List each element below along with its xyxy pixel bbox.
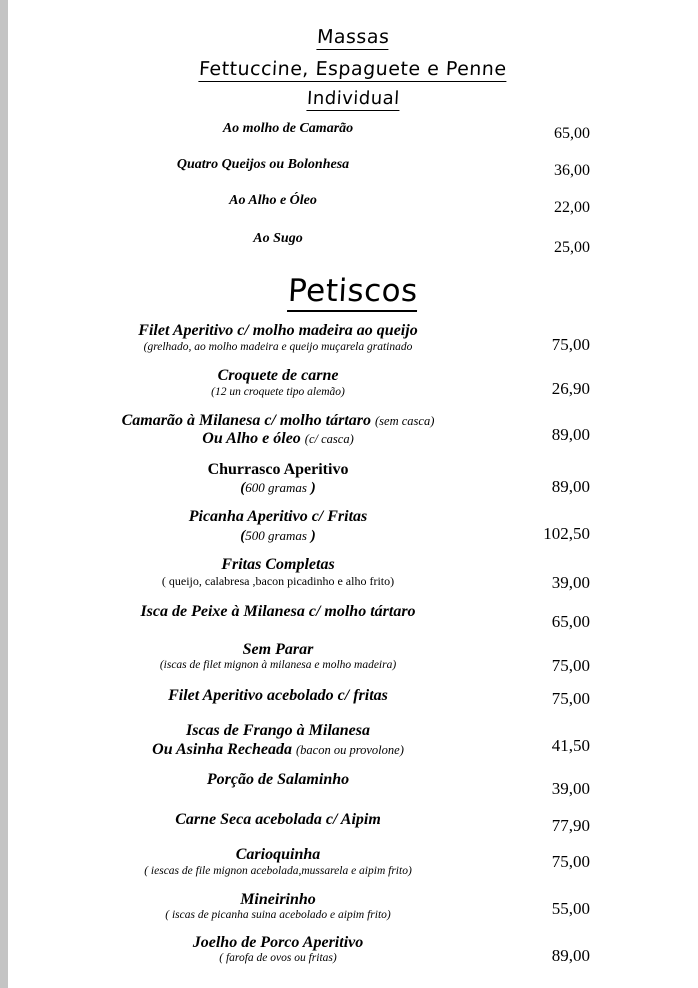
menu-item-name: Croquete de carne	[217, 367, 339, 385]
menu-item-price: 41,50	[551, 736, 590, 756]
menu-item-name	[8, 412, 548, 431]
menu-item-name-alt-note: (bacon ou provolone)	[296, 742, 404, 757]
menu-item-name: Carne Seca acebolada c/ Aipim	[175, 811, 381, 829]
section-heading-massas-text: Massas	[316, 26, 390, 48]
menu-item-price: 39,00	[551, 572, 590, 592]
menu-item-name: Fritas Completas	[221, 555, 335, 573]
menu-item-name: Ao Sugo	[253, 231, 303, 246]
menu-item-row	[8, 687, 698, 709]
massas-item-list	[8, 121, 698, 256]
menu-item-row	[8, 602, 698, 631]
menu-item-name: Joelho de Porco Aperitivo	[192, 933, 364, 951]
menu-item-row	[8, 121, 698, 143]
menu-item-description: ( farofa de ovos ou fritas)	[219, 952, 337, 965]
petiscos-item-list	[8, 322, 698, 966]
menu-item-price: 89,00	[551, 476, 590, 496]
menu-item-name-alt-main: Ou Alho e óleo	[202, 430, 301, 448]
menu-item-name-alt	[8, 741, 548, 760]
menu-item-name: Picanha Aperitivo c/ Fritas	[188, 508, 368, 526]
menu-item-name: Quatro Queijos ou Bolonhesa	[176, 157, 350, 172]
menu-item-price: 22,00	[554, 199, 590, 216]
menu-item-price: 55,00	[551, 898, 590, 918]
menu-item-description-text: 600 gramas	[245, 480, 307, 496]
menu-item-description-open-paren: (	[240, 527, 246, 544]
menu-item-name-alt-note: (c/ casca)	[304, 432, 354, 447]
menu-item-price: 75,00	[551, 655, 590, 675]
menu-item-description-close-paren: )	[307, 527, 316, 544]
menu-item-row	[8, 193, 698, 215]
menu-item-row	[8, 412, 698, 449]
section-subheading-massas-portion	[8, 88, 698, 111]
section-heading-petiscos	[8, 273, 698, 312]
menu-item-price: 75,00	[551, 852, 590, 872]
menu-item-description-close-paren: )	[307, 480, 316, 497]
menu-item-price: 89,00	[551, 945, 590, 965]
menu-item-description: (12 un croquete tipo alemão)	[211, 385, 345, 398]
menu-item-description-open-paren: (	[240, 480, 246, 497]
menu-item-price: 26,90	[551, 379, 590, 399]
menu-item-description: (iscas de filet mignon à milanesa e molho madeira)	[159, 659, 397, 672]
menu-item-row	[8, 322, 698, 354]
menu-item-row	[8, 231, 698, 256]
menu-item-name: Ao Alho e Óleo	[229, 193, 317, 208]
scan-edge-band	[0, 0, 8, 988]
menu-item-name: Filet Aperitivo c/ molho madeira ao queijo	[138, 322, 418, 339]
menu-item-name: Sem Parar	[242, 640, 314, 658]
menu-item-description-text: 500 gramas	[245, 527, 307, 543]
menu-item-row	[8, 641, 698, 673]
section-heading-petiscos-text: Petiscos	[287, 273, 419, 312]
menu-item-description	[8, 527, 548, 545]
section-subheading-massas-portion-text: Individual	[306, 88, 400, 109]
menu-item-price: 89,00	[551, 424, 590, 444]
menu-item-row	[8, 555, 698, 592]
menu-item-row	[8, 891, 698, 923]
menu-item-price: 39,00	[551, 779, 590, 799]
menu-item-name-note: (sem casca)	[375, 413, 435, 428]
menu-item-name-alt	[8, 430, 548, 449]
menu-item-description: ( iescas de file mignon acebolada,mussarela e aipim frito)	[144, 864, 412, 877]
menu-item-row	[8, 461, 698, 498]
menu-item-price: 77,90	[551, 816, 590, 836]
menu-item-row	[8, 811, 698, 836]
menu-item-name: Iscas de Frango à Milanesa	[185, 722, 371, 740]
menu-item-description: (grelhado, ao molho madeira e queijo muçarela gratinado	[143, 340, 413, 353]
menu-item-description: ( queijo, calabresa ,bacon picadinho e alho frito)	[161, 574, 395, 589]
menu-item-name: Ao molho de Camarão	[222, 121, 354, 136]
section-heading-massas	[8, 26, 698, 50]
section-subheading-massas-types	[8, 58, 698, 82]
menu-item-name: Mineirinho	[240, 890, 316, 908]
menu-item-price: 65,00	[551, 611, 590, 631]
menu-item-price: 102,50	[543, 524, 590, 544]
menu-item-name: Carioquinha	[235, 846, 321, 864]
section-subheading-massas-types-text: Fettuccine, Espaguete e Penne	[198, 58, 508, 80]
menu-item-price: 36,00	[554, 162, 590, 179]
menu-item-description	[8, 479, 548, 497]
menu-item-price: 25,00	[554, 239, 590, 256]
menu-item-name-alt-main: Ou Asinha Recheada	[152, 740, 293, 758]
menu-item-row	[8, 722, 698, 759]
menu-item-row	[8, 846, 698, 878]
menu-item-name: Isca de Peixe à Milanesa c/ molho tártaro	[140, 602, 416, 620]
menu-item-name: Churrasco Aperitivo	[207, 460, 349, 478]
menu-item-row	[8, 157, 698, 179]
menu-item-name: Filet Aperitivo acebolado c/ fritas	[168, 687, 388, 705]
menu-item-price: 65,00	[554, 125, 590, 142]
menu-item-row	[8, 508, 698, 545]
menu-item-description: ( iscas de picanha suina acebolado e aipim frito)	[165, 909, 391, 922]
menu-item-name: Porção de Salaminho	[206, 771, 350, 789]
menu-item-row	[8, 934, 698, 966]
menu-item-row	[8, 771, 698, 799]
menu-item-row	[8, 367, 698, 399]
menu-item-name-main: Camarão à Milanesa c/ molho tártaro	[121, 411, 371, 429]
menu-item-price: 75,00	[551, 335, 590, 354]
menu-item-price: 75,00	[551, 689, 590, 709]
menu-page	[8, 0, 698, 988]
